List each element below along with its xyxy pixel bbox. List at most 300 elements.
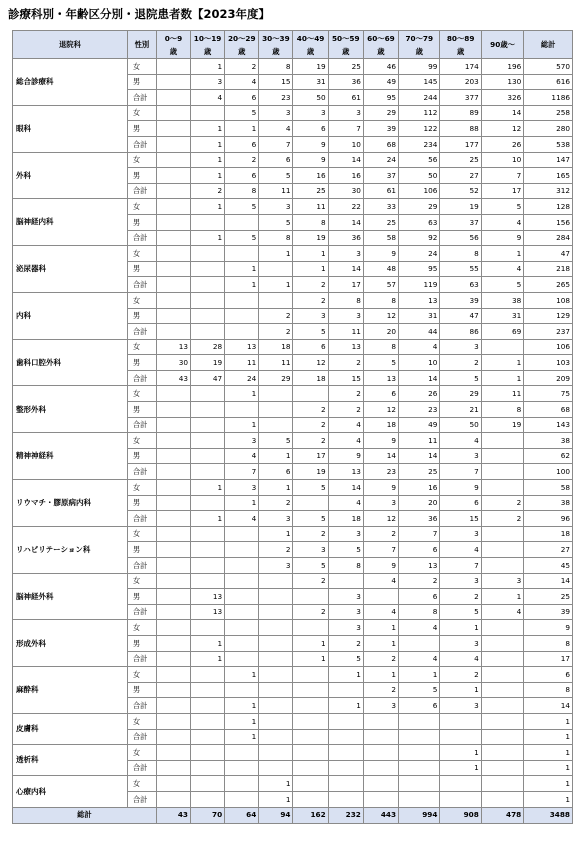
count-cell: 6	[363, 386, 398, 402]
sex-cell: 合計	[127, 90, 156, 106]
count-cell	[191, 105, 225, 121]
count-cell: 13	[399, 558, 440, 574]
count-cell	[328, 729, 363, 745]
grand-total-cell: 478	[481, 807, 523, 823]
count-cell: 1	[363, 667, 398, 683]
count-cell: 3	[363, 698, 398, 714]
header-age-2	[225, 31, 259, 59]
count-cell: 7	[328, 121, 363, 137]
count-cell	[225, 651, 259, 667]
count-cell: 3	[259, 199, 293, 215]
sex-cell: 男	[127, 589, 156, 605]
count-cell: 9	[363, 246, 398, 262]
count-cell: 1	[225, 495, 259, 511]
count-cell	[259, 417, 293, 433]
row-total-cell: 1186	[524, 90, 573, 106]
sex-cell: 合計	[127, 729, 156, 745]
count-cell	[293, 776, 328, 792]
count-cell	[156, 573, 190, 589]
sex-cell: 男	[127, 402, 156, 418]
count-cell: 47	[191, 370, 225, 386]
count-cell: 8	[363, 292, 398, 308]
row-total-cell: 8	[524, 682, 573, 698]
count-cell	[363, 760, 398, 776]
count-cell: 1	[440, 682, 481, 698]
count-cell: 11	[225, 355, 259, 371]
count-cell	[191, 682, 225, 698]
count-cell: 1	[225, 667, 259, 683]
count-cell	[259, 261, 293, 277]
count-cell: 1	[259, 776, 293, 792]
count-cell: 19	[481, 417, 523, 433]
sex-cell: 合計	[127, 604, 156, 620]
header-age-range: 10～19	[193, 33, 222, 43]
row-total-cell: 312	[524, 183, 573, 199]
count-cell: 3	[259, 558, 293, 574]
count-cell	[225, 791, 259, 807]
count-cell: 7	[225, 464, 259, 480]
count-cell	[156, 402, 190, 418]
count-cell: 11	[259, 355, 293, 371]
sex-cell: 合計	[127, 230, 156, 246]
row-total-cell: 75	[524, 386, 573, 402]
count-cell: 23	[259, 90, 293, 106]
count-cell: 23	[363, 464, 398, 480]
row-total-cell: 1	[524, 713, 573, 729]
count-cell: 47	[440, 308, 481, 324]
count-cell	[156, 620, 190, 636]
count-cell	[363, 713, 398, 729]
grand-total-cell: 994	[399, 807, 440, 823]
count-cell	[481, 558, 523, 574]
count-cell: 5	[293, 324, 328, 340]
count-cell: 3	[259, 511, 293, 527]
count-cell: 3	[191, 74, 225, 90]
count-cell	[481, 464, 523, 480]
sex-cell: 女	[127, 292, 156, 308]
count-cell	[293, 729, 328, 745]
count-cell	[259, 589, 293, 605]
count-cell: 5	[363, 355, 398, 371]
department-name: 外科	[13, 152, 128, 199]
count-cell	[191, 448, 225, 464]
count-cell: 36	[328, 74, 363, 90]
count-cell: 95	[399, 261, 440, 277]
table-row	[13, 713, 573, 729]
count-cell	[191, 558, 225, 574]
count-cell: 9	[328, 448, 363, 464]
count-cell	[481, 620, 523, 636]
count-cell	[191, 277, 225, 293]
count-cell: 13	[156, 339, 190, 355]
count-cell: 4	[481, 604, 523, 620]
row-total-cell: 156	[524, 214, 573, 230]
count-cell: 68	[363, 136, 398, 152]
count-cell: 3	[225, 480, 259, 496]
row-total-cell: 39	[524, 604, 573, 620]
count-cell: 86	[440, 324, 481, 340]
count-cell	[156, 324, 190, 340]
row-total-cell: 62	[524, 448, 573, 464]
count-cell: 1	[225, 729, 259, 745]
count-cell	[191, 573, 225, 589]
count-cell: 2	[481, 511, 523, 527]
count-cell	[191, 495, 225, 511]
row-total-cell: 209	[524, 370, 573, 386]
count-cell	[481, 667, 523, 683]
department-name: 眼科	[13, 105, 128, 152]
row-total-cell: 47	[524, 246, 573, 262]
count-cell: 1	[259, 246, 293, 262]
row-total-cell: 38	[524, 495, 573, 511]
department-name: 麻酔科	[13, 667, 128, 714]
count-cell	[259, 573, 293, 589]
page-title: 診療科別・年齢区分別・退院患者数【2023年度】	[8, 7, 271, 21]
department-name: 心療内科	[13, 776, 128, 807]
count-cell: 15	[328, 370, 363, 386]
count-cell: 244	[399, 90, 440, 106]
table-row	[13, 386, 573, 402]
count-cell: 6	[293, 121, 328, 137]
grand-total-label: 総計	[13, 807, 157, 823]
table-row	[13, 667, 573, 683]
count-cell	[225, 542, 259, 558]
count-cell	[191, 292, 225, 308]
count-cell: 7	[259, 136, 293, 152]
header-age-range: 20～29	[227, 33, 256, 43]
row-total-cell: 6	[524, 667, 573, 683]
count-cell: 5	[259, 168, 293, 184]
header-age-unit: 歳	[342, 46, 350, 56]
count-cell: 3	[363, 495, 398, 511]
row-total-cell: 237	[524, 324, 573, 340]
sex-cell: 女	[127, 339, 156, 355]
count-cell: 2	[259, 542, 293, 558]
count-cell: 4	[328, 433, 363, 449]
header-age-range: 90歳～	[490, 40, 515, 49]
header-age-unit: 歳	[415, 46, 423, 56]
count-cell	[191, 308, 225, 324]
count-cell	[399, 713, 440, 729]
count-cell	[156, 386, 190, 402]
header-age-unit: 歳	[238, 46, 246, 56]
count-cell: 10	[328, 136, 363, 152]
count-cell: 46	[363, 59, 398, 75]
count-cell: 9	[363, 433, 398, 449]
count-cell	[225, 402, 259, 418]
count-cell: 112	[399, 105, 440, 121]
department-name: 泌尿器科	[13, 246, 128, 293]
count-cell	[225, 604, 259, 620]
count-cell: 25	[328, 59, 363, 75]
count-cell	[156, 464, 190, 480]
count-cell: 11	[328, 324, 363, 340]
count-cell: 2	[440, 589, 481, 605]
header-age-unit: 歳	[169, 46, 178, 56]
count-cell: 9	[363, 480, 398, 496]
count-cell: 27	[440, 168, 481, 184]
count-cell: 7	[481, 168, 523, 184]
count-cell	[259, 745, 293, 761]
row-total-cell: 218	[524, 261, 573, 277]
count-cell	[191, 791, 225, 807]
sex-cell: 女	[127, 433, 156, 449]
header-age-unit: 歳	[456, 46, 465, 56]
count-cell: 1	[481, 355, 523, 371]
department-name: 歯科口腔外科	[13, 339, 128, 386]
count-cell	[293, 620, 328, 636]
count-cell: 2	[363, 526, 398, 542]
count-cell	[191, 667, 225, 683]
count-cell: 28	[191, 339, 225, 355]
count-cell	[293, 495, 328, 511]
table-row	[13, 292, 573, 308]
count-cell: 174	[440, 59, 481, 75]
sex-cell: 合計	[127, 791, 156, 807]
count-cell: 1	[399, 667, 440, 683]
count-cell: 1	[191, 152, 225, 168]
header-age-8	[440, 31, 481, 59]
count-cell: 49	[363, 74, 398, 90]
count-cell	[156, 745, 190, 761]
count-cell	[481, 698, 523, 714]
count-cell: 14	[328, 261, 363, 277]
count-cell	[225, 573, 259, 589]
count-cell	[156, 168, 190, 184]
count-cell: 4	[481, 214, 523, 230]
count-cell: 17	[293, 448, 328, 464]
count-cell: 9	[440, 480, 481, 496]
count-cell	[156, 760, 190, 776]
count-cell	[481, 776, 523, 792]
count-cell	[259, 386, 293, 402]
count-cell: 19	[293, 464, 328, 480]
count-cell: 19	[293, 230, 328, 246]
count-cell: 13	[399, 292, 440, 308]
count-cell	[156, 292, 190, 308]
count-cell: 2	[440, 355, 481, 371]
count-cell	[156, 59, 190, 75]
count-cell: 37	[363, 168, 398, 184]
row-total-cell: 103	[524, 355, 573, 371]
count-cell	[225, 214, 259, 230]
count-cell	[156, 121, 190, 137]
grand-total-cell: 43	[156, 807, 190, 823]
count-cell: 14	[363, 448, 398, 464]
sex-cell: 男	[127, 448, 156, 464]
count-cell	[259, 698, 293, 714]
count-cell: 1	[363, 620, 398, 636]
header-age-unit: 歳	[306, 46, 315, 56]
count-cell: 13	[225, 339, 259, 355]
count-cell	[259, 620, 293, 636]
count-cell: 58	[363, 230, 398, 246]
count-cell: 14	[328, 152, 363, 168]
count-cell: 1	[191, 136, 225, 152]
sex-cell: 男	[127, 261, 156, 277]
count-cell: 1	[191, 480, 225, 496]
count-cell	[191, 246, 225, 262]
count-cell: 8	[328, 558, 363, 574]
count-cell: 8	[328, 292, 363, 308]
count-cell: 122	[399, 121, 440, 137]
count-cell: 12	[481, 121, 523, 137]
count-cell	[259, 651, 293, 667]
header-age-3	[259, 31, 293, 59]
grand-total-sum: 3488	[524, 807, 573, 823]
count-cell	[440, 729, 481, 745]
count-cell: 1	[191, 121, 225, 137]
count-cell: 5	[225, 199, 259, 215]
count-cell	[363, 729, 398, 745]
count-cell: 2	[328, 355, 363, 371]
count-cell: 3	[481, 573, 523, 589]
count-cell: 4	[225, 511, 259, 527]
count-cell: 3	[328, 620, 363, 636]
count-cell	[259, 402, 293, 418]
count-cell	[399, 776, 440, 792]
count-cell: 29	[399, 199, 440, 215]
count-cell: 50	[293, 90, 328, 106]
row-total-cell: 17	[524, 651, 573, 667]
count-cell: 88	[440, 121, 481, 137]
sex-cell: 男	[127, 355, 156, 371]
count-cell	[156, 246, 190, 262]
count-cell: 13	[363, 370, 398, 386]
count-cell	[440, 713, 481, 729]
count-cell: 2	[293, 277, 328, 293]
sex-cell: 男	[127, 542, 156, 558]
count-cell: 19	[293, 59, 328, 75]
count-cell: 6	[399, 698, 440, 714]
grand-total-cell: 94	[259, 807, 293, 823]
count-cell: 2	[293, 604, 328, 620]
row-total-cell: 284	[524, 230, 573, 246]
header-age-range: 60～69	[367, 33, 395, 43]
sex-cell: 女	[127, 246, 156, 262]
count-cell: 5	[293, 480, 328, 496]
row-total-cell: 570	[524, 59, 573, 75]
count-cell: 1	[259, 277, 293, 293]
count-cell	[481, 542, 523, 558]
count-cell: 69	[481, 324, 523, 340]
count-cell: 1	[191, 59, 225, 75]
count-cell	[225, 292, 259, 308]
count-cell	[225, 776, 259, 792]
sex-cell: 合計	[127, 651, 156, 667]
count-cell: 1	[293, 651, 328, 667]
count-cell: 4	[440, 651, 481, 667]
count-cell	[363, 589, 398, 605]
grand-total-cell: 64	[225, 807, 259, 823]
count-cell: 4	[259, 121, 293, 137]
grand-total-cell: 443	[363, 807, 398, 823]
count-cell	[259, 604, 293, 620]
count-cell: 4	[399, 339, 440, 355]
count-cell: 21	[440, 402, 481, 418]
count-cell	[328, 745, 363, 761]
sex-cell: 男	[127, 74, 156, 90]
count-cell: 326	[481, 90, 523, 106]
sex-cell: 合計	[127, 183, 156, 199]
count-cell: 2	[293, 526, 328, 542]
grand-total-row	[13, 807, 573, 823]
count-cell: 63	[399, 214, 440, 230]
row-total-cell: 18	[524, 526, 573, 542]
sex-cell: 女	[127, 776, 156, 792]
table-row	[13, 339, 573, 355]
count-cell: 5	[293, 511, 328, 527]
count-cell	[328, 760, 363, 776]
count-cell: 61	[328, 90, 363, 106]
count-cell	[293, 713, 328, 729]
count-cell: 7	[363, 542, 398, 558]
sex-cell: 男	[127, 495, 156, 511]
count-cell: 17	[328, 277, 363, 293]
department-name: 整形外科	[13, 386, 128, 433]
grand-total-cell: 232	[328, 807, 363, 823]
sex-cell: 女	[127, 105, 156, 121]
header-age-7	[399, 31, 440, 59]
count-cell	[156, 214, 190, 230]
count-cell	[259, 713, 293, 729]
sex-cell: 男	[127, 682, 156, 698]
count-cell	[156, 417, 190, 433]
sex-cell: 合計	[127, 698, 156, 714]
count-cell: 14	[481, 105, 523, 121]
count-cell	[481, 635, 523, 651]
count-cell: 1	[259, 526, 293, 542]
count-cell: 1	[191, 230, 225, 246]
count-cell	[225, 246, 259, 262]
count-cell: 1	[225, 713, 259, 729]
sex-cell: 女	[127, 59, 156, 75]
count-cell: 11	[293, 199, 328, 215]
count-cell: 56	[399, 152, 440, 168]
count-cell	[259, 682, 293, 698]
count-cell	[191, 464, 225, 480]
count-cell: 26	[399, 386, 440, 402]
sex-cell: 男	[127, 121, 156, 137]
count-cell: 4	[225, 74, 259, 90]
count-cell: 4	[191, 90, 225, 106]
count-cell	[156, 261, 190, 277]
count-cell	[191, 729, 225, 745]
sex-cell: 女	[127, 386, 156, 402]
count-cell: 1	[363, 635, 398, 651]
row-total-cell: 14	[524, 698, 573, 714]
count-cell: 29	[363, 105, 398, 121]
count-cell: 119	[399, 277, 440, 293]
count-cell	[156, 791, 190, 807]
table-row	[13, 480, 573, 496]
count-cell: 38	[481, 292, 523, 308]
count-cell: 4	[440, 542, 481, 558]
count-cell: 6	[225, 136, 259, 152]
sex-cell: 合計	[127, 136, 156, 152]
count-cell	[156, 183, 190, 199]
count-cell: 89	[440, 105, 481, 121]
count-cell: 1	[225, 261, 259, 277]
count-cell: 5	[481, 199, 523, 215]
count-cell	[293, 698, 328, 714]
row-total-cell: 1	[524, 776, 573, 792]
count-cell: 14	[328, 480, 363, 496]
count-cell: 1	[191, 511, 225, 527]
count-cell	[225, 760, 259, 776]
count-cell: 30	[328, 183, 363, 199]
row-total-cell: 27	[524, 542, 573, 558]
